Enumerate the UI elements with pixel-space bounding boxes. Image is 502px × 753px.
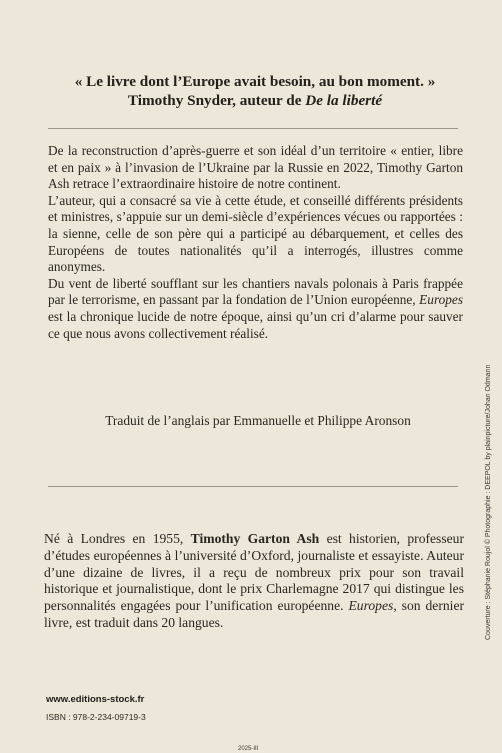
bio-book-title: Europes <box>348 598 394 614</box>
quote-text: « Le livre dont l’Europe avait besoin, au bon moment. » <box>74 73 436 90</box>
print-code: 2025-III <box>238 746 259 752</box>
author-bio <box>44 531 464 632</box>
quote-author-name: Timothy Snyder, auteur de <box>127 92 306 109</box>
divider-bottom <box>48 486 458 487</box>
bio-middle: est historien, professeur d’études européennes à l’université d’Oxford, journaliste et essayiste. Auteur d’une dizaine de livres, il a reçu de nombreux prix pour son travail historique et journalistique, dont le prix Charlemagne 2017 qui distingue les personnalités engagées pour l’unification européenne. <box>44 531 464 614</box>
photo-credit: Couverture : Stéphanie Roujol © Photographie : DEEPOL by plainpicture/Johan Odmann <box>485 364 492 640</box>
synopsis-p3-end: est la chronique lucide de notre époque, ainsi qu’un cri d’alarme pour sauver ce que nous avons collectivement réalisé. <box>48 308 463 341</box>
synopsis-paragraph-3 <box>48 276 463 342</box>
quote-author <box>40 91 470 110</box>
bio-end: , son dernier livre, est traduit dans 20 langues. <box>44 598 465 630</box>
synopsis-paragraph-2: L’auteur, qui a consacré sa vie à cette étude, et conseillé différents présidents et ministres, s’appuie sur un demi-siècle d’expériences vécues ou rapportées : la sienne, celle de son père qui a participé au débarquement, et celles des Européens de toutes nationalités qu’il a interrogés, illustres comme anonymes. <box>48 192 463 275</box>
isbn: ISBN : 978-2-234-09719-3 <box>46 712 146 722</box>
synopsis-book-title: Europes <box>419 292 463 308</box>
divider-top <box>48 128 458 129</box>
synopsis-p3-start: Du vent de liberté soufflant sur les chantiers navals polonais à Paris frappée par le terrorisme, en passant par la fondation de l’Union européenne, <box>48 275 463 308</box>
bio-start: Né à Londres en 1955, <box>44 531 191 546</box>
synopsis <box>48 143 463 342</box>
endorsement-quote <box>40 72 470 110</box>
bio-author-name: Timothy Garton Ash <box>190 531 320 546</box>
translator-credit: Traduit de l’anglais par Emmanuelle et Philippe Aronson <box>105 413 411 428</box>
quote-author-book: De la liberté <box>305 92 383 109</box>
synopsis-paragraph-1: De la reconstruction d’après-guerre et son idéal d’un territoire « entier, libre et en paix » à l’invasion de l’Ukraine par la Russie en 2022, Timothy Garton Ash retrace l’extraordinaire histoire de notre continent. <box>48 143 463 192</box>
publisher-website: www.editions-stock.fr <box>46 694 145 705</box>
